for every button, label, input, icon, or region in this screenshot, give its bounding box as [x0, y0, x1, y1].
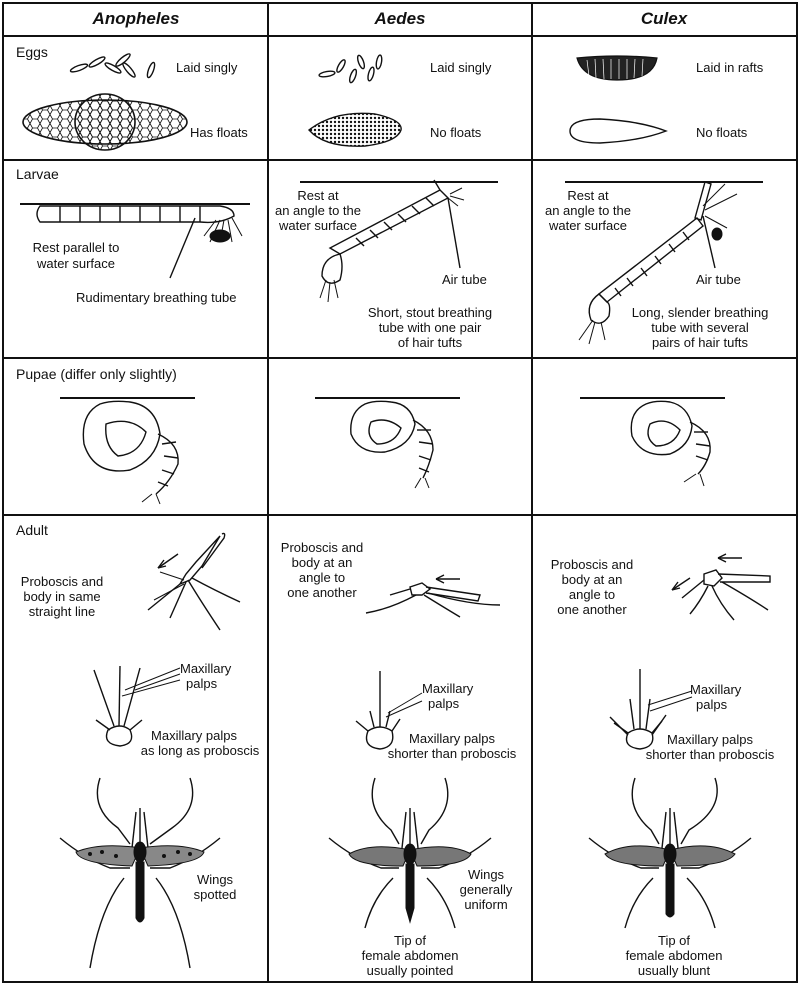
- culex-palps-label-1: Maxillary: [690, 682, 742, 697]
- anopheles-posture-1: Proboscis and: [20, 574, 104, 589]
- aedes-wings-2: generally: [459, 882, 513, 897]
- header-anopheles: Anopheles: [92, 9, 180, 28]
- culex-larva-tube-3: pairs of hair tufts: [651, 335, 749, 350]
- aedes-larva-rest-3: water surface: [278, 218, 358, 233]
- section-adult: Adult: [16, 522, 48, 538]
- aedes-single-eggs: [315, 52, 390, 87]
- culex-palps-desc-1: Maxillary palps: [667, 732, 753, 747]
- aedes-pupa: [315, 394, 465, 494]
- section-pupae: Pupae (differ only slightly): [16, 366, 177, 382]
- culex-larva-rest-1: Rest at: [567, 188, 609, 203]
- anopheles-eggs-floats-label: Has floats: [190, 125, 248, 140]
- culex-larva-tube-2: tube with several: [651, 320, 749, 335]
- anopheles-posture-2: body in same: [23, 589, 101, 604]
- aedes-posture-1: Proboscis and: [280, 540, 364, 555]
- culex-abdomen-2: female abdomen: [625, 948, 723, 963]
- section-larvae: Larvae: [16, 166, 59, 182]
- culex-palps-label-2: palps: [696, 697, 728, 712]
- aedes-palps-label-2: palps: [428, 696, 460, 711]
- culex-larva-rest-2: an angle to the: [544, 203, 632, 218]
- aedes-palps-label-1: Maxillary: [422, 681, 474, 696]
- culex-pupa: [580, 394, 730, 494]
- culex-eggs-laid-label: Laid in rafts: [696, 60, 764, 75]
- aedes-larva-tube-2: tube with one pair: [378, 320, 482, 335]
- aedes-wings-1: Wings: [467, 867, 505, 882]
- aedes-posture-4: one another: [287, 585, 357, 600]
- culex-abdomen-3: usually blunt: [637, 963, 711, 978]
- aedes-egg: [305, 108, 405, 150]
- anopheles-palps-desc-1: Maxillary palps: [151, 728, 237, 743]
- aedes-larva-airtube: Air tube: [442, 272, 487, 287]
- culex-larva-airtube: Air tube: [696, 272, 741, 287]
- section-eggs: Eggs: [16, 44, 48, 60]
- header-culex: Culex: [640, 9, 688, 28]
- anopheles-palps-label-1: Maxillary: [180, 661, 232, 676]
- anopheles-floating-egg: [20, 92, 190, 152]
- anopheles-wings-1: Wings: [196, 872, 234, 887]
- culex-posture-3: angle to: [568, 587, 616, 602]
- anopheles-posture-3: straight line: [28, 604, 96, 619]
- anopheles-palps-label-2: palps: [186, 676, 218, 691]
- aedes-eggs-laid-label: Laid singly: [430, 60, 492, 75]
- culex-larva-tube-1: Long, slender breathing: [631, 305, 769, 320]
- anopheles-single-eggs: [65, 50, 165, 85]
- culex-resting-adult: [660, 550, 780, 630]
- culex-eggs-floats-label: No floats: [696, 125, 748, 140]
- aedes-eggs-floats-label: No floats: [430, 125, 482, 140]
- aedes-posture-3: angle to: [298, 570, 346, 585]
- aedes-palps-desc-2: shorter than proboscis: [387, 746, 517, 761]
- culex-posture-1: Proboscis and: [550, 557, 634, 572]
- anopheles-resting-adult: [130, 530, 260, 640]
- aedes-abdomen-1: Tip of: [393, 933, 427, 948]
- culex-egg-raft: [575, 52, 660, 84]
- aedes-larva-rest-1: Rest at: [297, 188, 339, 203]
- aedes-larva-tube-1: Short, stout breathing: [367, 305, 493, 320]
- anopheles-eggs-laid-label: Laid singly: [176, 60, 238, 75]
- aedes-wings-3: uniform: [464, 897, 508, 912]
- anopheles-larva-rest-1: Rest parallel to: [32, 240, 120, 255]
- culex-palps-desc-2: shorter than proboscis: [645, 747, 775, 762]
- anopheles-wings-2: spotted: [193, 887, 237, 902]
- aedes-abdomen-3: usually pointed: [366, 963, 454, 978]
- culex-posture-2: body at an: [561, 572, 623, 587]
- culex-egg: [560, 115, 670, 147]
- culex-adult-top-view: [565, 768, 765, 933]
- aedes-posture-2: body at an: [291, 555, 353, 570]
- aedes-palps-desc-1: Maxillary palps: [409, 731, 495, 746]
- culex-larva-rest-3: water surface: [548, 218, 628, 233]
- anopheles-palps-desc-2: as long as proboscis: [140, 743, 260, 758]
- aedes-larva-tube-3: of hair tufts: [397, 335, 463, 350]
- culex-abdomen-1: Tip of: [657, 933, 691, 948]
- anopheles-pupa: [60, 394, 200, 504]
- anopheles-larva-rest-2: water surface: [36, 256, 116, 271]
- aedes-larva-rest-2: an angle to the: [274, 203, 362, 218]
- anopheles-larva-tube-label: Rudimentary breathing tube: [76, 290, 237, 305]
- header-aedes: Aedes: [374, 9, 426, 28]
- culex-posture-4: one another: [557, 602, 627, 617]
- aedes-abdomen-2: female abdomen: [361, 948, 459, 963]
- aedes-resting-adult: [360, 565, 510, 625]
